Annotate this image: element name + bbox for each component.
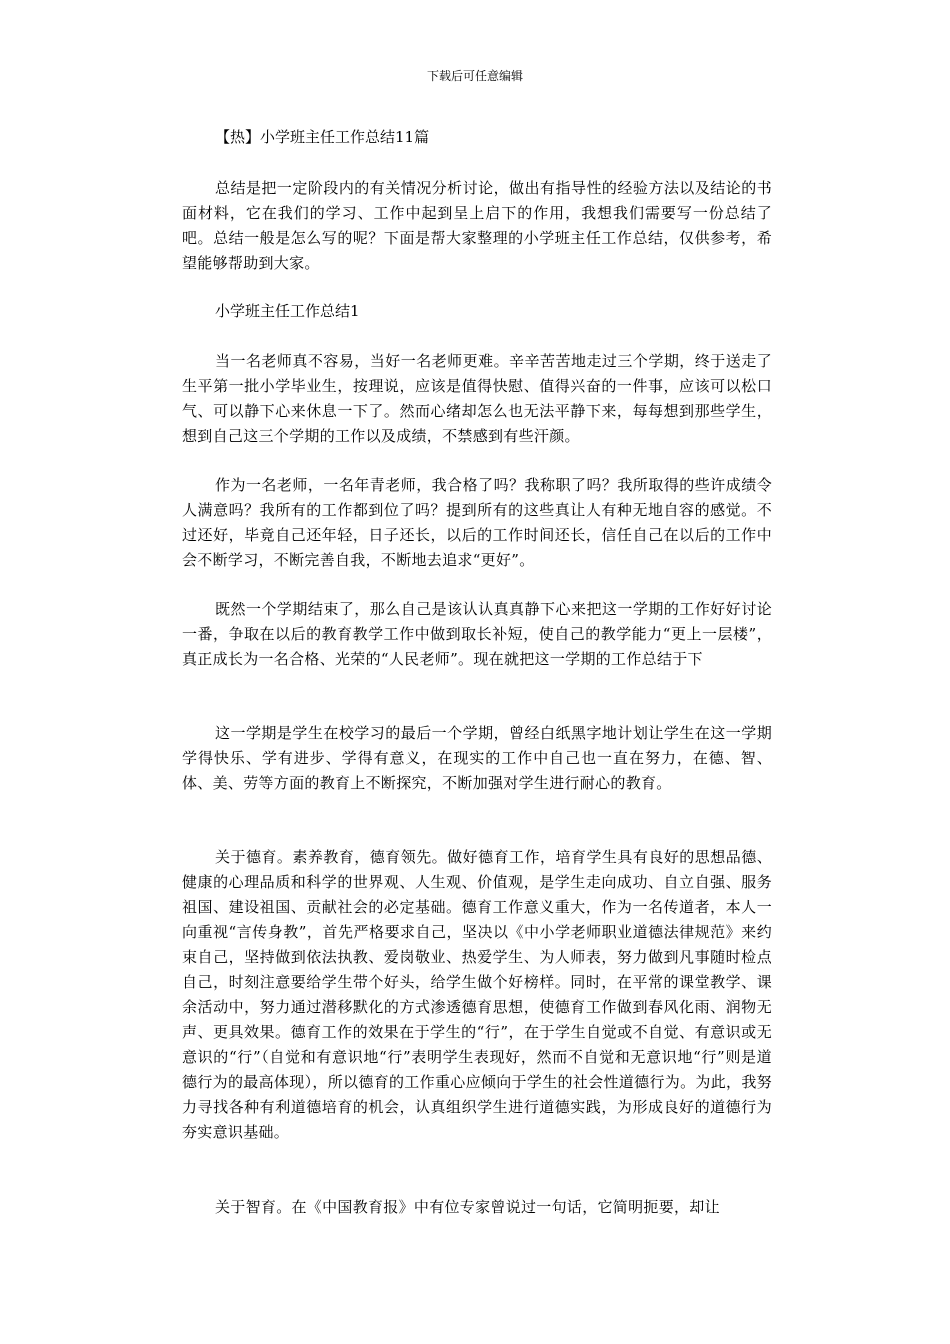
intro-paragraph: 总结是把一定阶段内的有关情况分析讨论，做出有指导性的经验方法以及结论的书面材料，它在我们的学习、工作中起到呈上启下的作用，我想我们需要写一份总结了吧。总结一般是怎么写的呢？下面是帮大家整理的小学班主任工作总结，仅供参考，希望能够帮助到大家。: [182, 179, 772, 272]
body-paragraph: 当一名老师真不容易，当好一名老师更难。辛辛苦苦地走过三个学期，终于送走了生平第一批小学毕业生，按理说，应该是值得快慰、值得兴奋的一件事，应该可以松口气、可以静下心来休息一下了。然而心绪却怎么也无法平静下来，每每想到那些学生，想到自己这三个学期的工作以及成绩，不禁感到有些汗颜。: [182, 352, 772, 445]
body-paragraph: 关于德育。素养教育，德育领先。做好德育工作，培育学生具有良好的思想品德、健康的心理品质和科学的世界观、人生观、价值观，是学生走向成功、自立自强、服务祖国、建设祖国、贡献社会的必定基础。德育工作意义重大，作为一名传道者，本人一向重视“言传身教”，首先严格要求自己，坚决以《中小学老师职业道德法律规范》来约束自己，坚持做到依法执教、爱岗敬业、热爱学生、为人师表，努力做到凡事随时检点自己，时刻注意要给学生带个好头，给学生做个好榜样。同时，在平常的课堂教学、课余活动中，努力通过潜移默化的方式渗透德育思想，使德育工作做到春风化雨、润物无声、更具效果。德育工作的效果在于学生的“行”，在于学生自觉或不自觉、有意识或无意识的“行”（自觉和有意识地“行”表明学生表现好，然而不自觉和无意识地“行”则是道德行为的最高体现），所以德育的工作重心应倾向于学生的社会性道德行为。为此，我努力寻找各种有利道德培育的机会，认真组织学生进行道德实践，为形成良好的道德行为夯实意识基础。: [182, 848, 772, 1141]
document-title: 【热】小学班主任工作总结11篇: [215, 128, 430, 146]
body-paragraph: 这一学期是学生在校学习的最后一个学期，曾经白纸黑字地计划让学生在这一学期学得快乐、学有进步、学得有意义，在现实的工作中自己也一直在努力，在德、智、体、美、劳等方面的教育上不断探究，不断加强对学生进行耐心的教育。: [182, 724, 772, 792]
body-paragraph: 作为一名老师，一名年青老师，我合格了吗？我称职了吗？我所取得的些许成绩令人满意吗？我所有的工作都到位了吗？提到所有的这些真让人有种无地自容的感觉。不过还好，毕竟自己还年轻，日子还长，以后的工作时间还长，信任自己在以后的工作中会不断学习，不断完善自我，不断地去追求“更好”。: [182, 476, 772, 569]
body-paragraph: 既然一个学期结束了，那么自己是该认认真真静下心来把这一学期的工作好好讨论一番，争取在以后的教育教学工作中做到取长补短，使自己的教学能力“更上一层楼”，真正成长为一名合格、光荣的“人民老师”。现在就把这一学期的工作总结于下: [182, 600, 772, 668]
body-paragraph: 关于智育。在《中国教育报》中有位专家曾说过一句话，它简明扼要，却让: [215, 1198, 720, 1216]
page-header-note: 下载后可任意编辑: [426, 69, 523, 83]
section-heading: 小学班主任工作总结1: [215, 302, 360, 320]
